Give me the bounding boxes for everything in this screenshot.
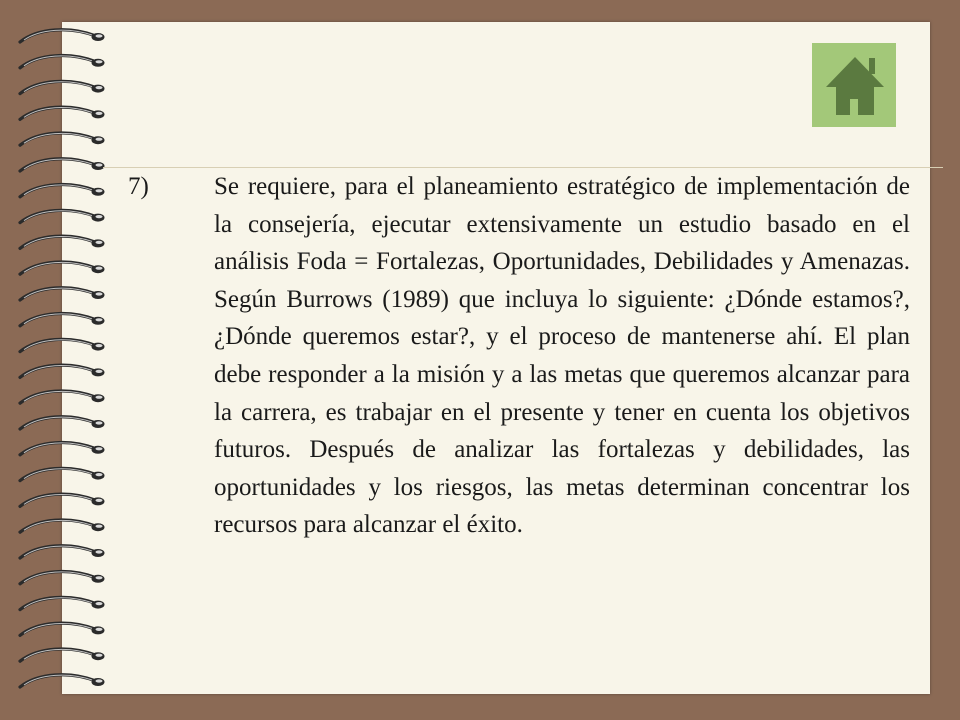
spiral-coil	[20, 417, 105, 429]
item-text: Se requiere, para el planeamiento estratégico de implementación de la consejería, ejecutar extensivamente un estudio basado en el análisis Foda = Fortalezas, Oportunidades, Debilidades y Amenazas. Según Burrows (1989) que incluya lo siguiente: ¿Dónde estamos?, ¿Dónde queremos estar?, y el proceso de mantenerse ahí. El plan debe responder a la misión y a las metas que queremos alcanzar para la carrera, es trabajar en el presente y tener en cuenta los objetivos futuros. Después de analizar las fortalezas y debilidades, las oportunidades y los riesgos, las metas determinan concentrar los recursos para alcanzar el éxito.	[214, 173, 910, 539]
spiral-coil	[20, 572, 105, 584]
spiral-coil	[20, 468, 105, 480]
spiral-coil	[20, 314, 105, 326]
spiral-coil	[20, 133, 105, 145]
spiral-coil	[20, 597, 105, 609]
home-button[interactable]	[812, 43, 896, 127]
home-icon	[812, 43, 896, 127]
spiral-coil	[20, 56, 105, 68]
spiral-coil	[20, 210, 105, 222]
spiral-coil	[20, 30, 105, 42]
spiral-coil	[20, 288, 105, 300]
spiral-coil	[20, 185, 105, 197]
spiral-coil	[20, 365, 105, 377]
spiral-coil	[20, 649, 105, 661]
spiral-coil	[20, 236, 105, 248]
spiral-coil	[20, 443, 105, 455]
spiral-coil	[20, 520, 105, 532]
spiral-binding	[14, 10, 114, 710]
list-item	[128, 168, 910, 544]
spiral-coil	[20, 107, 105, 119]
spiral-coil	[20, 81, 105, 93]
spiral-coil	[20, 623, 105, 635]
spiral-coil	[20, 391, 105, 403]
spiral-coil	[20, 494, 105, 506]
spiral-coil	[20, 339, 105, 351]
item-number: 7)	[128, 173, 149, 200]
spiral-coil	[20, 546, 105, 558]
spiral-coil	[20, 159, 105, 171]
spiral-coil	[20, 675, 105, 687]
spiral-coil	[20, 262, 105, 274]
